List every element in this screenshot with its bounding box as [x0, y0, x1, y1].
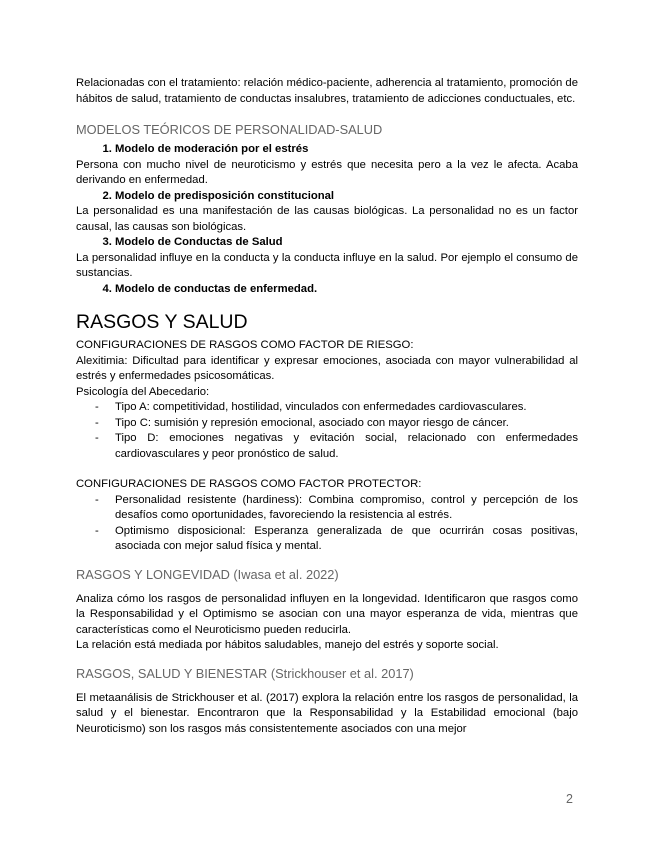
longevidad-paragraph-2: La relación está mediada por hábitos saludables, manejo del estrés y soporte social.	[76, 639, 499, 651]
modelos-list-1	[76, 142, 578, 158]
modelo-1-text: Persona con mucho nivel de neuroticismo y estrés que necesita pero a la vez le afecta. Acaba derivando en enfermedad.	[76, 158, 578, 186]
bienestar-heading: RASGOS, SALUD Y BIENESTAR (Strickhouser et al. 2017)	[76, 665, 414, 681]
longevidad-paragraph-1: Analiza cómo los rasgos de personalidad influyen en la longevidad. Identificaron que rasgos como la Responsabilidad y el Optimismo se asocian con una mayor esperanza de vida, mientras que características como el Neuroticismo pueden reducirla.	[76, 592, 578, 636]
abecedario-label: Psicología del Abecedario:	[76, 385, 210, 398]
modelos-list-4	[76, 282, 578, 298]
modelo-2-title: 2. Modelo de predisposición constitucional	[115, 189, 578, 205]
bienestar-paragraph: El metaanálisis de Strickhouser et al. (2017) explora la relación entre los rasgos de personalidad, la salud y el bienestar. Encontraron que la Responsabilidad y la Estabilidad emocional (bajo Neuroticismo) son los rasgos más consistentemente asociados con una mejor	[76, 691, 578, 735]
modelos-list-2	[76, 189, 578, 205]
modelo-3-title: 3. Modelo de Conductas de Salud	[115, 235, 578, 251]
modelo-3-text: La personalidad influye en la conducta y la conducta influye en la salud. Por ejemplo el consumo de sustancias.	[76, 251, 578, 279]
alexitimia-paragraph: Alexitimia: Dificultad para identificar y expresar emociones, asociada con mayor vulnerabilidad al estrés y enfermedades psicosomáticas.	[76, 354, 578, 382]
protectores-list	[76, 493, 578, 555]
intro-paragraph: Relacionadas con el tratamiento: relación médico-paciente, adherencia al tratamiento, promoción de hábitos de salud, tratamiento de conductas insalubres, tratamiento de adicciones conductuales, etc.	[76, 77, 578, 105]
modelo-4-title: 4. Modelo de conductas de enfermedad.	[115, 282, 578, 298]
modelos-list-3	[76, 235, 578, 251]
modelo-1-title: 1. Modelo de moderación por el estrés	[115, 142, 578, 158]
list-item: - Optimismo disposicional: Esperanza generalizada de que ocurrirán cosas positivas, asociada con mejor salud física y mental.	[76, 524, 578, 555]
list-item: - Tipo C: sumisión y represión emocional, asociado con mayor riesgo de cáncer.	[76, 416, 578, 432]
modelo-2-text: La personalidad es una manifestación de las causas biológicas. La personalidad no es un factor causal, las causas son biológicas.	[76, 205, 578, 233]
riesgo-heading: CONFIGURACIONES DE RASGOS COMO FACTOR DE RIESGO:	[76, 339, 414, 351]
list-item: - Personalidad resistente (hardiness): Combina compromiso, control y percepción de los desafíos como oportunidades, favoreciendo la resistencia al estrés.	[76, 493, 578, 524]
tipos-list	[76, 400, 578, 462]
list-item: - Tipo D: emociones negativas y evitación social, relacionado con enfermedades cardiovasculares y peor pronóstico de salud.	[76, 431, 578, 462]
protector-heading: CONFIGURACIONES DE RASGOS COMO FACTOR PROTECTOR:	[76, 478, 422, 490]
longevidad-heading: RASGOS Y LONGEVIDAD (Iwasa et al. 2022)	[76, 566, 339, 582]
modelos-heading: MODELOS TEÓRICOS DE PERSONALIDAD-SALUD	[76, 122, 383, 137]
page-number: 2	[566, 792, 573, 806]
rasgos-salud-heading: RASGOS Y SALUD	[76, 311, 248, 333]
list-item: - Tipo A: competitividad, hostilidad, vinculados con enfermedades cardiovasculares.	[76, 400, 578, 416]
document-page	[76, 76, 578, 737]
